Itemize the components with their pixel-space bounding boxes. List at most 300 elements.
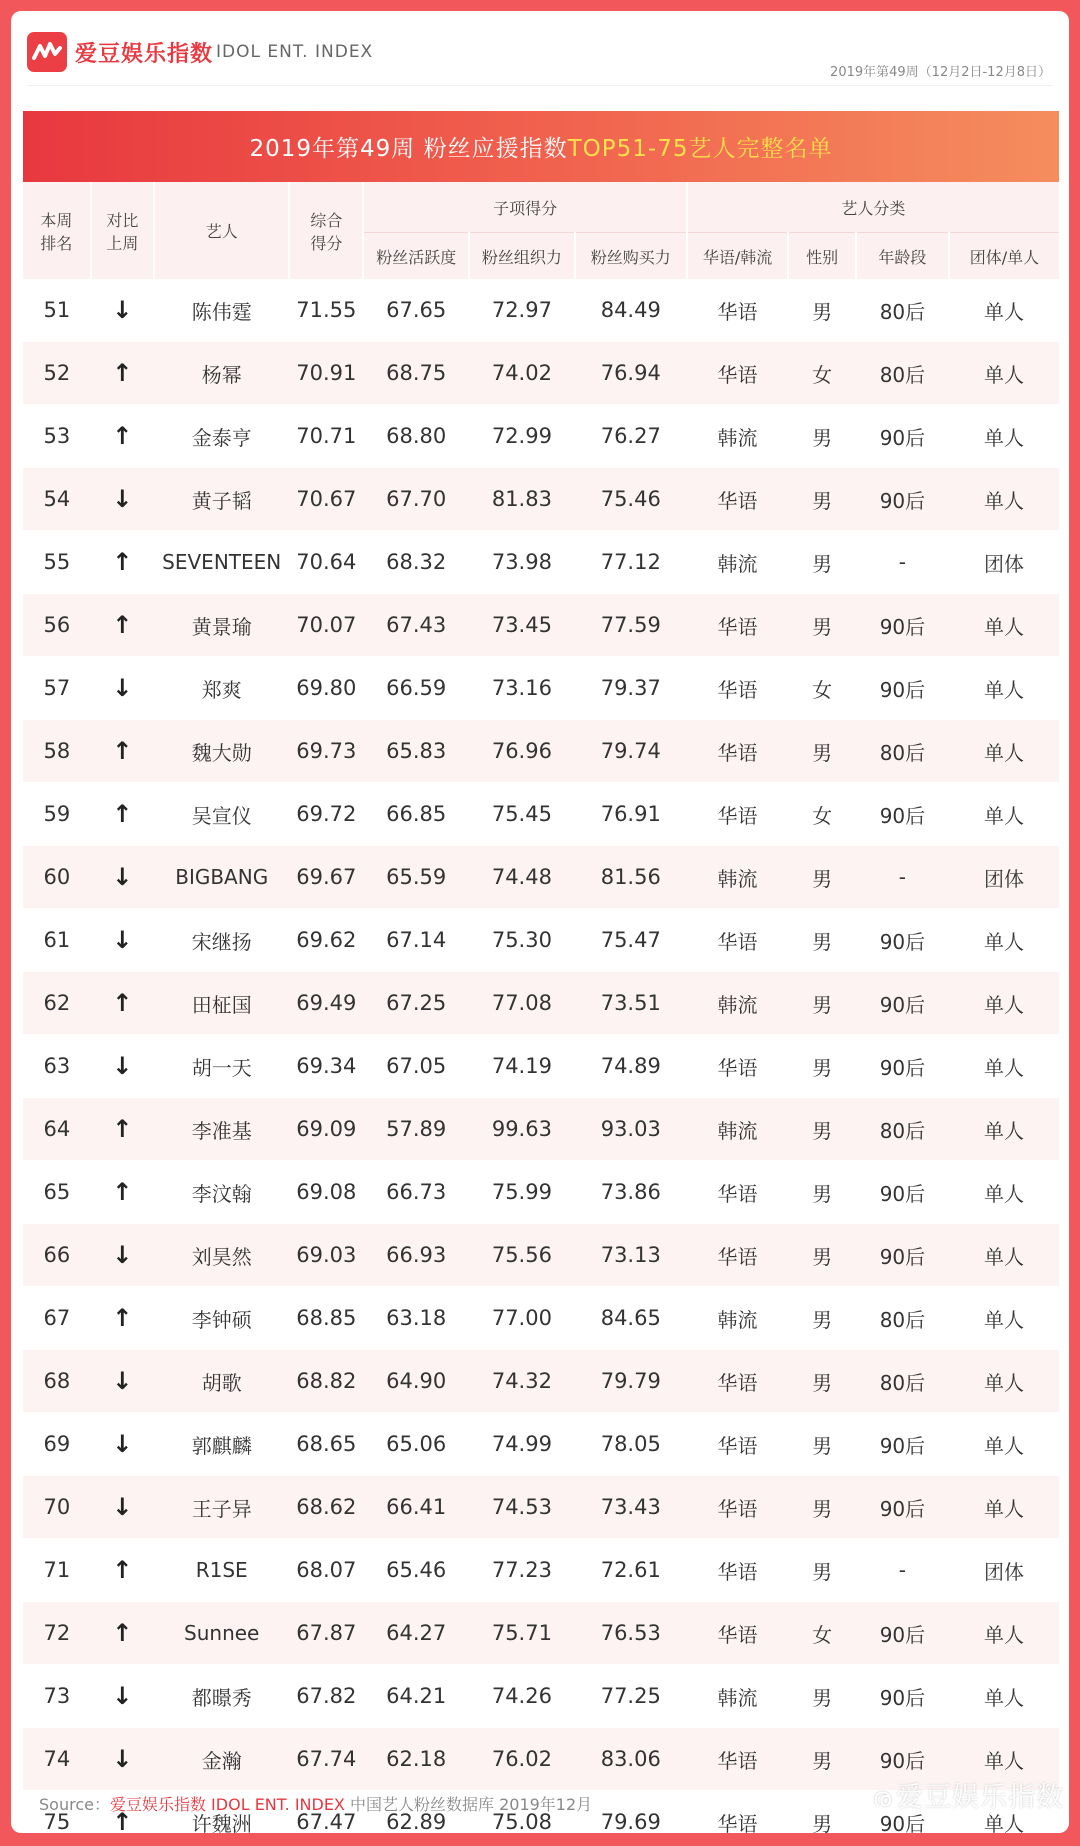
region-cell: 华语: [687, 909, 788, 972]
activity-score: 68.80: [363, 405, 469, 468]
type-cell: 团体: [949, 846, 1059, 909]
rank-cell: 53: [23, 405, 91, 468]
artist-name: 吴宣仪: [154, 783, 289, 846]
region-cell: 华语: [687, 783, 788, 846]
activity-score: 67.65: [363, 279, 469, 342]
purchase-score: 84.49: [575, 279, 687, 342]
purchase-score: 73.43: [575, 1476, 687, 1539]
organization-score: 81.83: [469, 468, 575, 531]
region-cell: 华语: [687, 1602, 788, 1665]
region-cell: 韩流: [687, 405, 788, 468]
organization-score: 72.99: [469, 405, 575, 468]
rank-cell: 55: [23, 531, 91, 594]
region-cell: 韩流: [687, 1665, 788, 1728]
trend-arrow-icon: ↑: [91, 720, 154, 783]
table-row: [23, 1287, 1059, 1350]
purchase-score: 77.59: [575, 594, 687, 657]
organization-score: 75.45: [469, 783, 575, 846]
organization-score: 74.32: [469, 1350, 575, 1413]
organization-score: 74.19: [469, 1035, 575, 1098]
artist-name: 黄子韬: [154, 468, 289, 531]
watermark: [872, 1775, 1064, 1814]
age-cell: 80后: [856, 279, 949, 342]
rank-cell: 59: [23, 783, 91, 846]
rank-cell: 60: [23, 846, 91, 909]
trend-arrow-icon: ↓: [91, 1476, 154, 1539]
region-cell: 华语: [687, 1476, 788, 1539]
type-cell: 单人: [949, 342, 1059, 405]
age-cell: 90后: [856, 1728, 949, 1791]
rank-cell: 69: [23, 1413, 91, 1476]
gender-cell: 女: [788, 342, 856, 405]
organization-score: 73.45: [469, 594, 575, 657]
type-cell: 单人: [949, 1287, 1059, 1350]
organization-score: 75.08: [469, 1791, 575, 1834]
header-rank: 本周 排名: [23, 182, 91, 279]
type-cell: 单人: [949, 1602, 1059, 1665]
trend-arrow-icon: ↓: [91, 279, 154, 342]
region-cell: 韩流: [687, 1098, 788, 1161]
type-cell: 单人: [949, 1035, 1059, 1098]
table-row: [23, 909, 1059, 972]
artist-name: SEVENTEEN: [154, 531, 289, 594]
trend-arrow-icon: ↓: [91, 846, 154, 909]
purchase-score: 93.03: [575, 1098, 687, 1161]
activity-score: 62.18: [363, 1728, 469, 1791]
header-age: 年龄段: [856, 233, 949, 280]
type-cell: 单人: [949, 1728, 1059, 1791]
age-cell: 80后: [856, 1350, 949, 1413]
rank-cell: 58: [23, 720, 91, 783]
gender-cell: 男: [788, 972, 856, 1035]
trend-arrow-icon: ↑: [91, 342, 154, 405]
activity-score: 62.89: [363, 1791, 469, 1834]
activity-score: 68.75: [363, 342, 469, 405]
purchase-score: 81.56: [575, 846, 687, 909]
organization-score: 73.16: [469, 657, 575, 720]
table-row: [23, 1161, 1059, 1224]
type-cell: 单人: [949, 720, 1059, 783]
region-cell: 华语: [687, 1161, 788, 1224]
banner-title-highlight: TOP51-75艺人完整名单: [567, 136, 833, 162]
organization-score: 75.30: [469, 909, 575, 972]
purchase-score: 77.25: [575, 1665, 687, 1728]
trend-arrow-icon: ↓: [91, 1224, 154, 1287]
region-cell: 华语: [687, 468, 788, 531]
type-cell: 单人: [949, 783, 1059, 846]
activity-score: 67.43: [363, 594, 469, 657]
trend-arrow-icon: ↑: [91, 1539, 154, 1602]
artist-name: 郑爽: [154, 657, 289, 720]
type-cell: 单人: [949, 972, 1059, 1035]
gender-cell: 男: [788, 1665, 856, 1728]
age-cell: 90后: [856, 1476, 949, 1539]
trend-arrow-icon: ↓: [91, 909, 154, 972]
table-row: [23, 279, 1059, 342]
rank-cell: 72: [23, 1602, 91, 1665]
table-row: [23, 594, 1059, 657]
region-cell: 韩流: [687, 972, 788, 1035]
rank-cell: 65: [23, 1161, 91, 1224]
rank-cell: 57: [23, 657, 91, 720]
organization-score: 99.63: [469, 1098, 575, 1161]
header-region: 华语/韩流: [687, 233, 788, 280]
trend-arrow-icon: ↑: [91, 1161, 154, 1224]
gender-cell: 男: [788, 1224, 856, 1287]
header-artist: 艺人: [154, 182, 289, 279]
table-row: [23, 1665, 1059, 1728]
region-cell: 华语: [687, 1035, 788, 1098]
rank-cell: 68: [23, 1350, 91, 1413]
header-compare: 对比 上周: [91, 182, 154, 279]
type-cell: 单人: [949, 1098, 1059, 1161]
gender-cell: 男: [788, 1791, 856, 1834]
trend-arrow-icon: ↑: [91, 1098, 154, 1161]
rank-cell: 66: [23, 1224, 91, 1287]
gender-cell: 男: [788, 468, 856, 531]
rank-cell: 52: [23, 342, 91, 405]
age-cell: -: [856, 846, 949, 909]
artist-name: Sunnee: [154, 1602, 289, 1665]
purchase-score: 76.27: [575, 405, 687, 468]
age-cell: 80后: [856, 1098, 949, 1161]
total-score: 69.08: [289, 1161, 363, 1224]
trend-arrow-icon: ↑: [91, 1602, 154, 1665]
purchase-score: 84.65: [575, 1287, 687, 1350]
wave-logo-icon: [27, 32, 67, 72]
gender-cell: 男: [788, 1413, 856, 1476]
artist-name: 都暻秀: [154, 1665, 289, 1728]
gender-cell: 女: [788, 657, 856, 720]
type-cell: 单人: [949, 1350, 1059, 1413]
trend-arrow-icon: ↓: [91, 1035, 154, 1098]
table-row: [23, 783, 1059, 846]
gender-cell: 男: [788, 1728, 856, 1791]
artist-name: 胡歌: [154, 1350, 289, 1413]
gender-cell: 女: [788, 783, 856, 846]
purchase-score: 75.47: [575, 909, 687, 972]
artist-name: 郭麒麟: [154, 1413, 289, 1476]
artist-name: 李钟硕: [154, 1287, 289, 1350]
artist-name: 田柾国: [154, 972, 289, 1035]
header-sub-group: 子项得分: [363, 182, 686, 233]
artist-name: 陈伟霆: [154, 279, 289, 342]
total-score: 69.09: [289, 1098, 363, 1161]
artist-name: 许魏洲: [154, 1791, 289, 1834]
total-score: 68.62: [289, 1476, 363, 1539]
total-score: 70.64: [289, 531, 363, 594]
total-score: 71.55: [289, 279, 363, 342]
source-brand: 爱豆娱乐指数 IDOL ENT. INDEX: [109, 1795, 345, 1814]
purchase-score: 79.69: [575, 1791, 687, 1834]
total-score: 69.62: [289, 909, 363, 972]
rank-cell: 54: [23, 468, 91, 531]
activity-score: 65.83: [363, 720, 469, 783]
brand-name-en: IDOL ENT. INDEX: [216, 42, 374, 62]
organization-score: 77.08: [469, 972, 575, 1035]
age-cell: 90后: [856, 1602, 949, 1665]
region-cell: 韩流: [687, 531, 788, 594]
age-cell: 90后: [856, 909, 949, 972]
gender-cell: 男: [788, 531, 856, 594]
organization-score: 77.23: [469, 1539, 575, 1602]
source-label: Source：: [39, 1795, 110, 1814]
age-cell: 80后: [856, 342, 949, 405]
artist-name: 魏大勋: [154, 720, 289, 783]
total-score: 69.73: [289, 720, 363, 783]
total-score: 70.91: [289, 342, 363, 405]
age-cell: 90后: [856, 1035, 949, 1098]
type-cell: 团体: [949, 1539, 1059, 1602]
source-detail: 中国艺人粉丝数据库 2019年12月: [344, 1795, 593, 1814]
region-cell: 华语: [687, 720, 788, 783]
ranking-table: [23, 182, 1059, 1833]
total-score: 68.65: [289, 1413, 363, 1476]
total-score: 68.82: [289, 1350, 363, 1413]
organization-score: 76.96: [469, 720, 575, 783]
purchase-score: 75.46: [575, 468, 687, 531]
gender-cell: 男: [788, 846, 856, 909]
trend-arrow-icon: ↓: [91, 657, 154, 720]
activity-score: 66.93: [363, 1224, 469, 1287]
trend-arrow-icon: ↑: [91, 783, 154, 846]
region-cell: 华语: [687, 1728, 788, 1791]
purchase-score: 76.53: [575, 1602, 687, 1665]
table-row: [23, 1224, 1059, 1287]
age-cell: 90后: [856, 972, 949, 1035]
trend-arrow-icon: ↓: [91, 468, 154, 531]
header-purchase: 粉丝购买力: [575, 233, 687, 280]
artist-name: 黄景瑜: [154, 594, 289, 657]
artist-name: 金瀚: [154, 1728, 289, 1791]
organization-score: 74.99: [469, 1413, 575, 1476]
activity-score: 65.46: [363, 1539, 469, 1602]
type-cell: 单人: [949, 468, 1059, 531]
activity-score: 66.59: [363, 657, 469, 720]
purchase-score: 73.51: [575, 972, 687, 1035]
brand-name: 爱豆娱乐指数: [75, 42, 214, 67]
gender-cell: 男: [788, 1035, 856, 1098]
header-type: 团体/单人: [949, 233, 1059, 280]
purchase-score: 73.13: [575, 1224, 687, 1287]
age-cell: -: [856, 531, 949, 594]
source-line: [39, 1792, 592, 1815]
region-cell: 华语: [687, 594, 788, 657]
artist-name: 胡一天: [154, 1035, 289, 1098]
total-score: 70.07: [289, 594, 363, 657]
activity-score: 64.27: [363, 1602, 469, 1665]
type-cell: 单人: [949, 279, 1059, 342]
region-cell: 韩流: [687, 1287, 788, 1350]
total-score: 69.34: [289, 1035, 363, 1098]
activity-score: 67.25: [363, 972, 469, 1035]
purchase-score: 73.86: [575, 1161, 687, 1224]
age-cell: -: [856, 1539, 949, 1602]
gender-cell: 男: [788, 1287, 856, 1350]
age-cell: 90后: [856, 783, 949, 846]
rank-cell: 62: [23, 972, 91, 1035]
artist-name: 李汶翰: [154, 1161, 289, 1224]
age-cell: 90后: [856, 594, 949, 657]
activity-score: 68.32: [363, 531, 469, 594]
table-row: [23, 1350, 1059, 1413]
region-cell: 华语: [687, 279, 788, 342]
table-row: [23, 405, 1059, 468]
organization-score: 76.02: [469, 1728, 575, 1791]
activity-score: 67.70: [363, 468, 469, 531]
table-row: [23, 1539, 1059, 1602]
purchase-score: 79.79: [575, 1350, 687, 1413]
gender-cell: 男: [788, 594, 856, 657]
activity-score: 66.85: [363, 783, 469, 846]
age-cell: 80后: [856, 720, 949, 783]
type-cell: 单人: [949, 657, 1059, 720]
rank-cell: 61: [23, 909, 91, 972]
activity-score: 67.05: [363, 1035, 469, 1098]
purchase-score: 79.37: [575, 657, 687, 720]
region-cell: 韩流: [687, 846, 788, 909]
table-row: [23, 1602, 1059, 1665]
gender-cell: 男: [788, 1350, 856, 1413]
type-cell: 单人: [949, 405, 1059, 468]
rank-cell: 74: [23, 1728, 91, 1791]
rank-cell: 70: [23, 1476, 91, 1539]
artist-name: 刘昊然: [154, 1224, 289, 1287]
weibo-icon: ര: [872, 1783, 892, 1813]
age-cell: 90后: [856, 468, 949, 531]
organization-score: 74.26: [469, 1665, 575, 1728]
divider: [27, 85, 1053, 86]
gender-cell: 男: [788, 1476, 856, 1539]
organization-score: 75.99: [469, 1161, 575, 1224]
ranking-card: [11, 11, 1069, 1833]
trend-arrow-icon: ↓: [91, 1413, 154, 1476]
total-score: 70.71: [289, 405, 363, 468]
organization-score: 74.48: [469, 846, 575, 909]
total-score: 68.85: [289, 1287, 363, 1350]
region-cell: 华语: [687, 1539, 788, 1602]
artist-name: 金泰亨: [154, 405, 289, 468]
total-score: 69.49: [289, 972, 363, 1035]
header-category-group: 艺人分类: [687, 182, 1059, 233]
table-row: [23, 657, 1059, 720]
activity-score: 63.18: [363, 1287, 469, 1350]
trend-arrow-icon: ↑: [91, 972, 154, 1035]
region-cell: 华语: [687, 342, 788, 405]
activity-score: 65.59: [363, 846, 469, 909]
artist-name: 王子异: [154, 1476, 289, 1539]
type-cell: 单人: [949, 1161, 1059, 1224]
type-cell: 单人: [949, 1791, 1059, 1834]
table-row: [23, 468, 1059, 531]
table-row: [23, 531, 1059, 594]
rank-cell: 64: [23, 1098, 91, 1161]
organization-score: 77.00: [469, 1287, 575, 1350]
purchase-score: 72.61: [575, 1539, 687, 1602]
table-row: [23, 1098, 1059, 1161]
total-score: 67.74: [289, 1728, 363, 1791]
table-row: [23, 846, 1059, 909]
age-cell: 90后: [856, 657, 949, 720]
trend-arrow-icon: ↑: [91, 1791, 154, 1834]
banner-title: 2019年第49周 粉丝应援指数: [249, 136, 568, 162]
region-cell: 华语: [687, 1791, 788, 1834]
purchase-score: 78.05: [575, 1413, 687, 1476]
table-row: [23, 1413, 1059, 1476]
age-cell: 90后: [856, 1665, 949, 1728]
organization-score: 73.98: [469, 531, 575, 594]
purchase-score: 79.74: [575, 720, 687, 783]
title-banner: [23, 111, 1059, 182]
trend-arrow-icon: ↑: [91, 531, 154, 594]
activity-score: 65.06: [363, 1413, 469, 1476]
region-cell: 华语: [687, 1350, 788, 1413]
region-cell: 华语: [687, 1224, 788, 1287]
artist-name: 李准基: [154, 1098, 289, 1161]
artist-name: 杨幂: [154, 342, 289, 405]
age-cell: 90后: [856, 1791, 949, 1834]
rank-cell: 51: [23, 279, 91, 342]
gender-cell: 男: [788, 1161, 856, 1224]
gender-cell: 男: [788, 720, 856, 783]
table-row: [23, 1035, 1059, 1098]
activity-score: 64.21: [363, 1665, 469, 1728]
rank-cell: 73: [23, 1665, 91, 1728]
activity-score: 67.14: [363, 909, 469, 972]
age-cell: 90后: [856, 1413, 949, 1476]
header-total: 综合 得分: [289, 182, 363, 279]
trend-arrow-icon: ↓: [91, 1665, 154, 1728]
organization-score: 74.02: [469, 342, 575, 405]
purchase-score: 76.94: [575, 342, 687, 405]
total-score: 67.47: [289, 1791, 363, 1834]
header-bar: [11, 11, 1069, 89]
total-score: 69.80: [289, 657, 363, 720]
age-cell: 90后: [856, 1224, 949, 1287]
total-score: 68.07: [289, 1539, 363, 1602]
table-row: [23, 1476, 1059, 1539]
type-cell: 单人: [949, 1413, 1059, 1476]
total-score: 67.87: [289, 1602, 363, 1665]
table-row: [23, 342, 1059, 405]
purchase-score: 77.12: [575, 531, 687, 594]
rank-cell: 67: [23, 1287, 91, 1350]
type-cell: 单人: [949, 1665, 1059, 1728]
rank-cell: 56: [23, 594, 91, 657]
purchase-score: 76.91: [575, 783, 687, 846]
region-cell: 华语: [687, 657, 788, 720]
trend-arrow-icon: ↓: [91, 1728, 154, 1791]
purchase-score: 83.06: [575, 1728, 687, 1791]
rank-cell: 63: [23, 1035, 91, 1098]
total-score: 69.72: [289, 783, 363, 846]
table-row: [23, 972, 1059, 1035]
activity-score: 66.73: [363, 1161, 469, 1224]
rank-cell: 75: [23, 1791, 91, 1834]
artist-name: BIGBANG: [154, 846, 289, 909]
trend-arrow-icon: ↑: [91, 1287, 154, 1350]
region-cell: 华语: [687, 1413, 788, 1476]
total-score: 69.67: [289, 846, 363, 909]
activity-score: 57.89: [363, 1098, 469, 1161]
trend-arrow-icon: ↑: [91, 594, 154, 657]
table-row: [23, 720, 1059, 783]
age-cell: 80后: [856, 1287, 949, 1350]
gender-cell: 男: [788, 909, 856, 972]
organization-score: 75.71: [469, 1602, 575, 1665]
rank-cell: 71: [23, 1539, 91, 1602]
organization-score: 74.53: [469, 1476, 575, 1539]
